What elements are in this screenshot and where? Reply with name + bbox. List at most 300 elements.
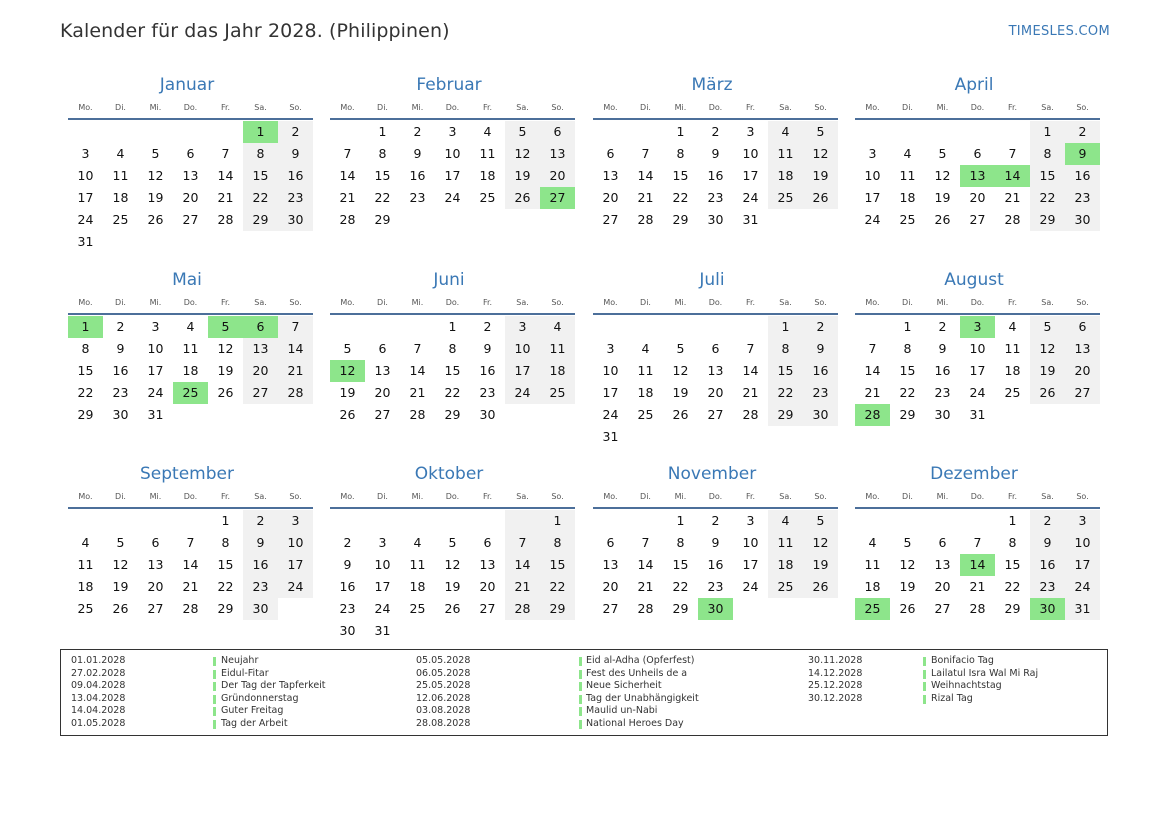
weekday-label: So.: [289, 297, 302, 307]
empty-cell: [593, 121, 628, 143]
empty-cell: [540, 209, 575, 231]
header-rule: [855, 118, 1100, 120]
day-cell: 24: [147, 385, 164, 400]
day-cell: 22: [768, 382, 803, 404]
week-row: [855, 576, 1100, 598]
day-cell: 6: [1065, 316, 1100, 338]
header-rule: [330, 118, 575, 120]
weekday-label: So.: [1076, 102, 1089, 112]
month-8: [855, 268, 1100, 426]
month-10: [330, 462, 575, 642]
week-row: [593, 360, 838, 382]
day-cell: 2: [711, 513, 720, 528]
weekday-label: Mo.: [78, 491, 93, 501]
holiday-date: 09.04.2028: [71, 680, 126, 692]
day-cell: 3: [1065, 510, 1100, 532]
day-cell: 9: [711, 146, 720, 161]
month-name: April: [954, 75, 994, 95]
day-cell: 19: [899, 579, 916, 594]
holiday-date: 01.05.2028: [71, 718, 126, 729]
holiday-date: 05.05.2028: [416, 655, 471, 666]
day-cell: 20: [540, 165, 575, 187]
day-cell: 19: [112, 579, 129, 594]
weekday-label: Do.: [183, 297, 198, 307]
day-cell: 15: [444, 363, 461, 378]
header-rule: [330, 507, 575, 509]
holiday-name: Gründonnerstag: [221, 692, 299, 704]
day-cell: 2: [278, 121, 313, 143]
weekday-label: Mi.: [149, 491, 162, 501]
day-cell: 17: [77, 190, 94, 205]
empty-cell: [400, 510, 435, 532]
day-cell: 30: [698, 598, 733, 620]
day-cell: 3: [448, 124, 457, 139]
day-cell: 31: [374, 623, 391, 638]
week-row: [330, 598, 575, 620]
day-cell: 24: [444, 190, 461, 205]
day-cell: 30: [479, 407, 496, 422]
week-row: [68, 209, 313, 231]
weekday-label: Fr.: [482, 491, 493, 501]
empty-cell: [733, 598, 768, 620]
weekday-label: So.: [289, 491, 302, 501]
weekday-label: Di.: [902, 102, 913, 112]
empty-cell: [505, 209, 540, 231]
holiday-date: 25.12.2028: [808, 680, 863, 692]
week-row: [330, 360, 575, 382]
weekday-label: So.: [551, 102, 564, 112]
brand-link[interactable]: TIMESLES.COM: [1008, 24, 1110, 39]
holiday-row: [61, 680, 1101, 693]
day-cell: 27: [969, 212, 986, 227]
day-cell: 6: [243, 316, 278, 338]
day-cell: 21: [1004, 190, 1021, 205]
day-cell: 3: [746, 124, 755, 139]
day-cell: 26: [217, 385, 234, 400]
empty-cell: [435, 620, 470, 642]
day-cell: 10: [1065, 532, 1100, 554]
month-1: [68, 73, 313, 253]
day-cell: 1: [378, 124, 387, 139]
weekday-label: Fr.: [482, 102, 493, 112]
weekday-label: So.: [289, 102, 302, 112]
holiday-date: 28.08.2028: [416, 718, 471, 729]
weekday-label: Di.: [640, 491, 651, 501]
day-cell: 16: [243, 554, 278, 576]
holiday-date: 01.01.2028: [71, 655, 126, 666]
day-cell: 7: [343, 146, 352, 161]
day-cell: 22: [672, 190, 689, 205]
empty-cell: [173, 231, 208, 253]
day-cell: 11: [864, 557, 881, 572]
weekday-label: Fr.: [1007, 297, 1018, 307]
day-cell: 10: [969, 341, 986, 356]
day-cell: 28: [278, 382, 313, 404]
day-cell: 30: [707, 212, 724, 227]
day-cell: 28: [217, 212, 234, 227]
weekday-label: Fr.: [220, 102, 231, 112]
day-cell: 14: [505, 554, 540, 576]
day-cell: 8: [221, 535, 230, 550]
day-cell: 29: [768, 404, 803, 426]
weekday-label: Mi.: [411, 102, 424, 112]
day-cell: 21: [505, 576, 540, 598]
empty-cell: [925, 121, 960, 143]
empty-cell: [960, 121, 995, 143]
day-cell: 19: [934, 190, 951, 205]
empty-cell: [365, 316, 400, 338]
week-row: [593, 209, 838, 231]
week-row: [68, 576, 313, 598]
weekday-label: Mo.: [340, 491, 355, 501]
weekday-label: Di.: [115, 491, 126, 501]
day-cell: 27: [540, 187, 575, 209]
day-cell: 23: [339, 601, 356, 616]
header-rule: [855, 507, 1100, 509]
week-row: [855, 121, 1100, 143]
day-cell: 9: [1065, 143, 1100, 165]
month-9: [68, 462, 313, 620]
day-cell: 29: [1030, 209, 1065, 231]
day-cell: 10: [864, 168, 881, 183]
day-cell: 17: [969, 363, 986, 378]
day-cell: 21: [969, 579, 986, 594]
header-rule: [68, 507, 313, 509]
week-row: [593, 510, 838, 532]
week-row: [593, 382, 838, 404]
weekday-header: [593, 292, 838, 312]
day-cell: 7: [868, 341, 877, 356]
day-cell: 22: [444, 385, 461, 400]
day-cell: 19: [444, 579, 461, 594]
day-cell: 6: [973, 146, 982, 161]
day-cell: 12: [803, 143, 838, 165]
weekday-label: Mo.: [865, 297, 880, 307]
day-cell: 15: [217, 557, 234, 572]
day-cell: 19: [217, 363, 234, 378]
day-cell: 24: [969, 385, 986, 400]
day-cell: 31: [602, 429, 619, 444]
day-cell: 22: [672, 579, 689, 594]
weekday-label: Do.: [183, 491, 198, 501]
holiday-name: Maulid un-Nabi: [586, 705, 658, 717]
day-cell: 26: [339, 407, 356, 422]
day-cell: 13: [934, 557, 951, 572]
day-cell: 23: [409, 190, 426, 205]
day-cell: 23: [1030, 576, 1065, 598]
day-cell: 19: [339, 385, 356, 400]
weekday-label: Sa.: [254, 297, 267, 307]
empty-cell: [470, 209, 505, 231]
holiday-row: [61, 655, 1101, 668]
day-cell: 27: [374, 407, 391, 422]
day-cell: 10: [602, 363, 619, 378]
day-cell: 23: [803, 382, 838, 404]
day-cell: 9: [243, 532, 278, 554]
day-cell: 27: [707, 407, 724, 422]
empty-cell: [365, 510, 400, 532]
empty-cell: [138, 121, 173, 143]
day-cell: 18: [182, 363, 199, 378]
day-cell: 5: [1030, 316, 1065, 338]
day-cell: 23: [707, 579, 724, 594]
day-cell: 26: [505, 187, 540, 209]
day-cell: 30: [934, 407, 951, 422]
weekday-label: Di.: [377, 102, 388, 112]
day-cell: 2: [1030, 510, 1065, 532]
day-cell: 17: [742, 557, 759, 572]
weekday-header: [330, 292, 575, 312]
holiday-date: 14.04.2028: [71, 705, 126, 717]
holiday-date: 06.05.2028: [416, 667, 471, 679]
day-cell: 29: [899, 407, 916, 422]
empty-cell: [768, 209, 803, 231]
weekday-header: [855, 486, 1100, 506]
weekday-header: [593, 97, 838, 117]
day-cell: 21: [409, 385, 426, 400]
day-cell: 27: [934, 601, 951, 616]
week-row: [68, 360, 313, 382]
day-cell: 12: [934, 168, 951, 183]
month-11: [593, 462, 838, 620]
day-cell: 30: [339, 623, 356, 638]
day-cell: 19: [803, 165, 838, 187]
empty-cell: [505, 404, 540, 426]
weekday-header: [855, 292, 1100, 312]
day-cell: 15: [1004, 557, 1021, 572]
day-cell: 11: [1004, 341, 1021, 356]
day-cell: 8: [243, 143, 278, 165]
day-cell: 6: [540, 121, 575, 143]
weekday-label: Do.: [445, 491, 460, 501]
day-cell: 1: [243, 121, 278, 143]
day-cell: 1: [448, 319, 457, 334]
day-cell: 19: [1030, 360, 1065, 382]
holiday-marker: [579, 707, 582, 716]
holiday-row: [61, 693, 1101, 706]
week-row: [855, 165, 1100, 187]
day-cell: 6: [606, 535, 615, 550]
empty-cell: [330, 316, 365, 338]
day-cell: 19: [505, 165, 540, 187]
day-cell: 17: [602, 385, 619, 400]
weekday-label: Do.: [970, 491, 985, 501]
weekday-label: Di.: [377, 297, 388, 307]
week-row: [593, 121, 838, 143]
holiday-name: Guter Freitag: [221, 705, 284, 717]
day-cell: 15: [77, 363, 94, 378]
day-cell: 8: [676, 535, 685, 550]
day-cell: 29: [217, 601, 234, 616]
month-name: Januar: [159, 75, 215, 95]
day-cell: 24: [278, 576, 313, 598]
day-cell: 3: [960, 316, 995, 338]
week-row: [593, 187, 838, 209]
holiday-date: 14.12.2028: [808, 667, 863, 679]
day-cell: 17: [278, 554, 313, 576]
day-cell: 23: [112, 385, 129, 400]
day-cell: 14: [409, 363, 426, 378]
day-cell: 2: [803, 316, 838, 338]
day-cell: 30: [1065, 209, 1100, 231]
day-cell: 18: [768, 165, 803, 187]
day-cell: 25: [409, 601, 426, 616]
week-row: [68, 231, 313, 253]
empty-cell: [593, 510, 628, 532]
day-cell: 24: [77, 212, 94, 227]
day-cell: 18: [112, 190, 129, 205]
day-cell: 31: [77, 234, 94, 249]
weekday-label: Mi.: [149, 297, 162, 307]
day-cell: 16: [1030, 554, 1065, 576]
empty-cell: [628, 510, 663, 532]
day-cell: 11: [77, 557, 94, 572]
day-cell: 13: [602, 168, 619, 183]
day-cell: 12: [444, 557, 461, 572]
empty-cell: [330, 121, 365, 143]
empty-cell: [470, 510, 505, 532]
day-cell: 3: [151, 319, 160, 334]
weekday-header: [330, 486, 575, 506]
day-cell: 31: [742, 212, 759, 227]
day-cell: 4: [81, 535, 90, 550]
day-cell: 1: [903, 319, 912, 334]
day-cell: 1: [221, 513, 230, 528]
weekday-header: [593, 486, 838, 506]
day-cell: 6: [606, 146, 615, 161]
empty-cell: [768, 426, 803, 448]
day-cell: 26: [1030, 382, 1065, 404]
day-cell: 25: [540, 382, 575, 404]
empty-cell: [628, 426, 663, 448]
day-cell: 7: [641, 535, 650, 550]
day-cell: 5: [803, 510, 838, 532]
day-cell: 4: [868, 535, 877, 550]
week-row: [593, 316, 838, 338]
empty-cell: [208, 404, 243, 426]
empty-cell: [103, 121, 138, 143]
day-cell: 15: [899, 363, 916, 378]
month-name: Februar: [416, 75, 482, 95]
day-cell: 25: [768, 187, 803, 209]
day-cell: 18: [479, 168, 496, 183]
day-cell: 18: [540, 360, 575, 382]
empty-cell: [628, 121, 663, 143]
weekday-label: Di.: [640, 297, 651, 307]
holiday-name: Eidul-Fitar: [221, 667, 269, 679]
day-cell: 2: [1065, 121, 1100, 143]
week-row: [68, 510, 313, 532]
empty-cell: [995, 404, 1030, 426]
day-cell: 5: [448, 535, 457, 550]
day-cell: 20: [1065, 360, 1100, 382]
day-cell: 7: [973, 535, 982, 550]
day-cell: 13: [602, 557, 619, 572]
day-cell: 13: [479, 557, 496, 572]
empty-cell: [243, 404, 278, 426]
day-cell: 14: [217, 168, 234, 183]
day-cell: 22: [1004, 579, 1021, 594]
empty-cell: [103, 231, 138, 253]
week-row: [330, 121, 575, 143]
day-cell: 1: [676, 124, 685, 139]
day-cell: 6: [938, 535, 947, 550]
day-cell: 18: [1004, 363, 1021, 378]
day-cell: 22: [540, 576, 575, 598]
day-cell: 6: [711, 341, 720, 356]
weekday-label: So.: [814, 297, 827, 307]
day-cell: 18: [864, 579, 881, 594]
holiday-marker: [923, 657, 926, 666]
day-cell: 17: [1065, 554, 1100, 576]
weekday-header: [68, 486, 313, 506]
day-cell: 10: [505, 338, 540, 360]
weekday-label: Do.: [445, 297, 460, 307]
day-cell: 23: [243, 576, 278, 598]
empty-cell: [278, 231, 313, 253]
week-row: [855, 143, 1100, 165]
day-cell: 9: [413, 146, 422, 161]
day-cell: 28: [182, 601, 199, 616]
empty-cell: [628, 316, 663, 338]
day-cell: 31: [1065, 598, 1100, 620]
day-cell: 19: [147, 190, 164, 205]
day-cell: 17: [505, 360, 540, 382]
month-name: Dezember: [930, 464, 1018, 484]
day-cell: 24: [602, 407, 619, 422]
header-rule: [68, 313, 313, 315]
weekday-label: Sa.: [516, 491, 529, 501]
day-cell: 2: [116, 319, 125, 334]
day-cell: 7: [641, 146, 650, 161]
day-cell: 10: [742, 146, 759, 161]
day-cell: 18: [409, 579, 426, 594]
day-cell: 11: [899, 168, 916, 183]
day-cell: 13: [147, 557, 164, 572]
day-cell: 3: [868, 146, 877, 161]
day-cell: 5: [903, 535, 912, 550]
holiday-date: 03.08.2028: [416, 705, 471, 717]
week-row: [855, 598, 1100, 620]
holiday-name: Eid al-Adha (Opferfest): [586, 655, 695, 666]
empty-cell: [855, 316, 890, 338]
holiday-name: Tag der Arbeit: [221, 718, 288, 729]
day-cell: 3: [278, 510, 313, 532]
holiday-date: 13.04.2028: [71, 692, 126, 704]
day-cell: 13: [374, 363, 391, 378]
week-row: [68, 404, 313, 426]
day-cell: 11: [768, 532, 803, 554]
week-row: [855, 360, 1100, 382]
day-cell: 6: [186, 146, 195, 161]
day-cell: 8: [768, 338, 803, 360]
week-row: [593, 338, 838, 360]
holiday-date: 30.12.2028: [808, 692, 863, 704]
day-cell: 19: [803, 554, 838, 576]
empty-cell: [995, 121, 1030, 143]
day-cell: 16: [707, 557, 724, 572]
weekday-label: Fr.: [482, 297, 493, 307]
day-cell: 8: [903, 341, 912, 356]
day-cell: 14: [637, 168, 654, 183]
day-cell: 8: [81, 341, 90, 356]
header-rule: [330, 313, 575, 315]
weekday-label: Mo.: [78, 297, 93, 307]
month-name: Juli: [699, 270, 725, 290]
weekday-label: Fr.: [745, 491, 756, 501]
day-cell: 20: [602, 190, 619, 205]
weekday-label: Do.: [970, 102, 985, 112]
